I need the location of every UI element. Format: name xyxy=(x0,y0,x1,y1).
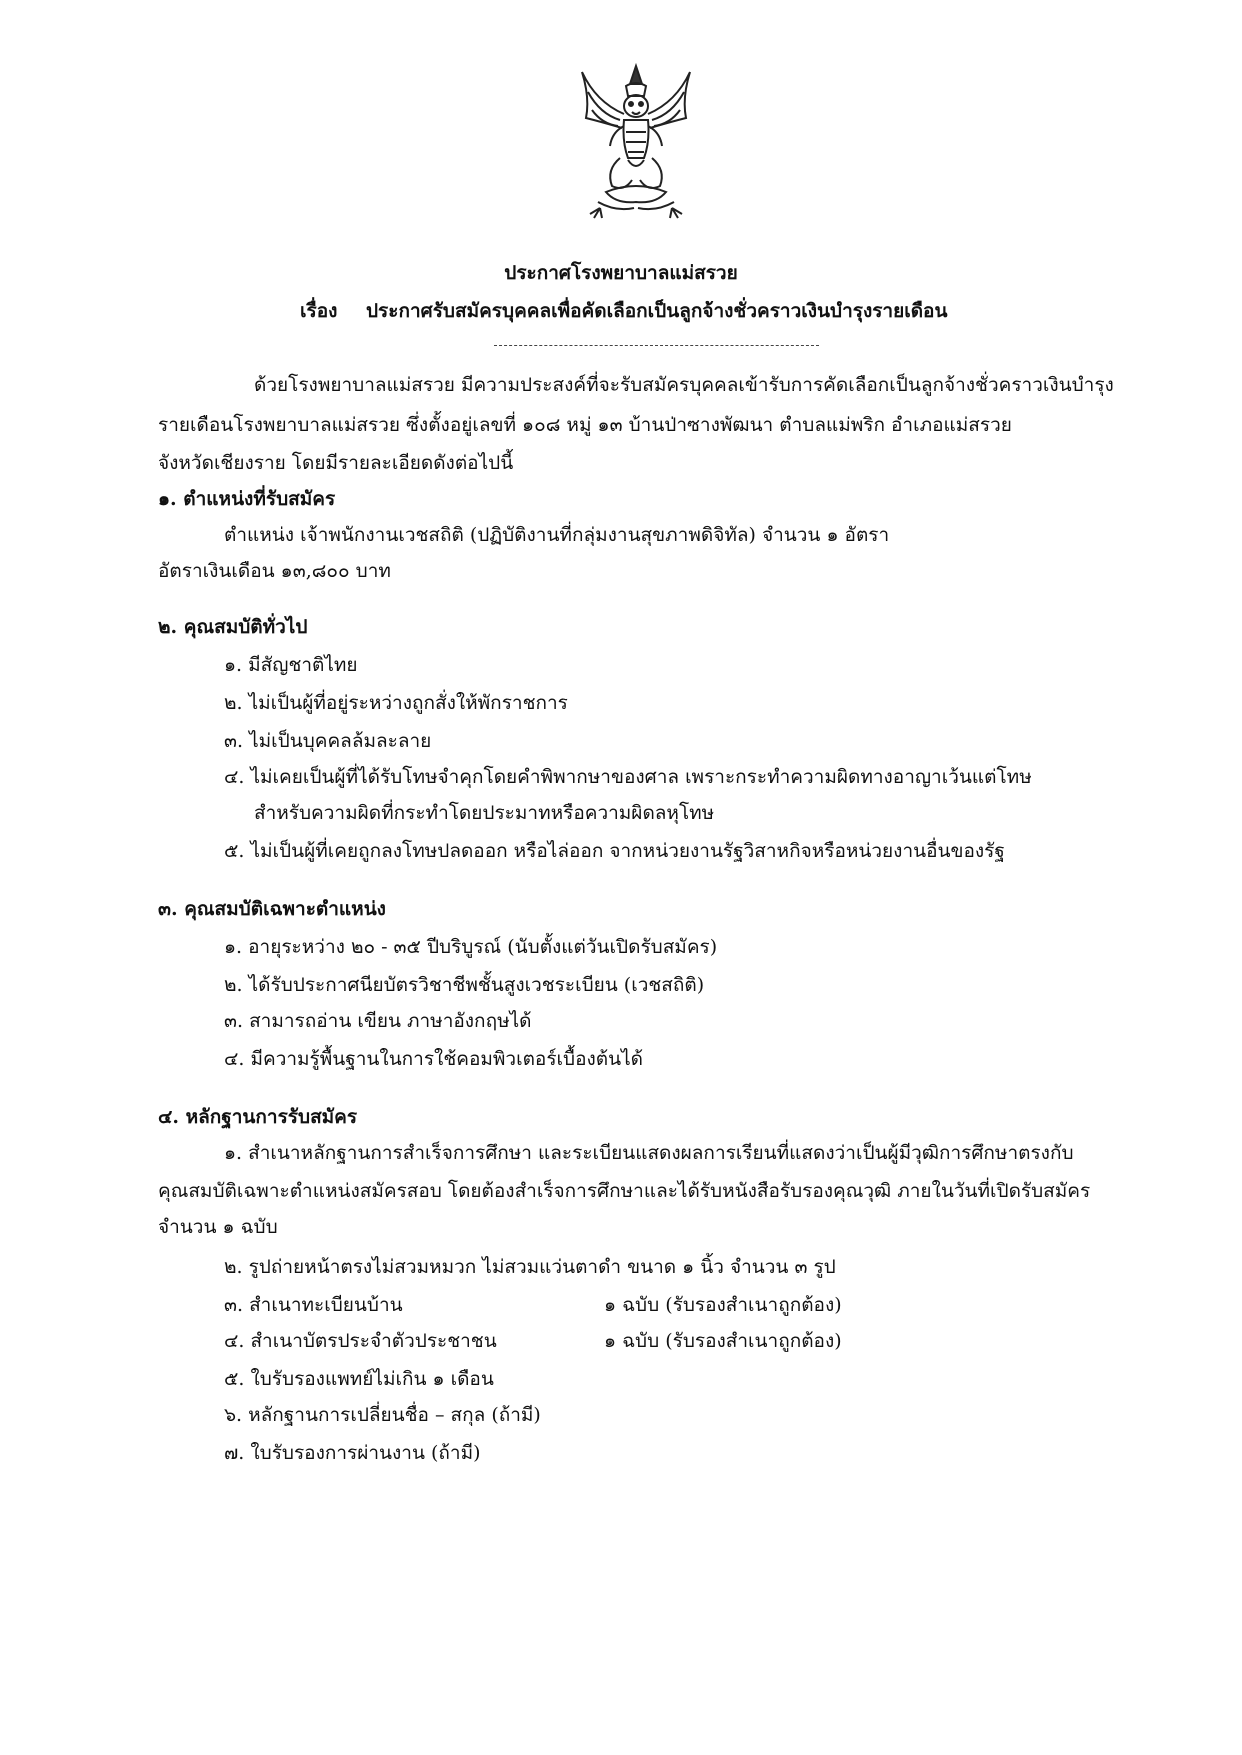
list-item: ๕. ไม่เป็นผู้ที่เคยถูกลงโทษปลดออก หรือไล่ออก จากหน่วยงานรัฐวิสาหกิจหรือหน่วยงานอื่นของรัฐ xyxy=(224,840,1005,862)
list-item: ๒. ไม่เป็นผู้ที่อยู่ระหว่างถูกสั่งให้พักราชการ xyxy=(224,692,568,714)
list-item-note: ๑ ฉบับ (รับรองสำเนาถูกต้อง) xyxy=(604,1294,842,1316)
list-item-note: ๑ ฉบับ (รับรองสำเนาถูกต้อง) xyxy=(604,1330,842,1352)
announcement-title: ประกาศโรงพยาบาลแม่สรวย xyxy=(504,262,738,284)
list-item: ๕. ใบรับรองแพทย์ไม่เกิน ๑ เดือน xyxy=(224,1368,494,1390)
list-item: ๑. อายุระหว่าง ๒๐ - ๓๕ ปีบริบูรณ์ (นับตั้งแต่วันเปิดรับสมัคร) xyxy=(224,936,718,958)
subject-label: เรื่อง xyxy=(300,300,338,322)
list-item: ๗. ใบรับรองการผ่านงาน (ถ้ามี) xyxy=(224,1442,481,1464)
list-item: ๔. ไม่เคยเป็นผู้ที่ได้รับโทษจำคุกโดยคำพิพากษาของศาล เพราะกระทำความผิดทางอาญาเว้นแต่โทษ xyxy=(224,766,1032,788)
section-heading: ๒. คุณสมบัติทั่วไป xyxy=(158,616,308,638)
title-divider xyxy=(494,345,819,346)
intro-line: ด้วยโรงพยาบาลแม่สรวย มีความประสงค์ที่จะรับสมัครบุคคลเข้ารับการคัดเลือกเป็นลูกจ้างชั่วคราวเงินบำรุง xyxy=(254,374,1114,396)
list-item: ๔. มีความรู้พื้นฐานในการใช้คอมพิวเตอร์เบื้องต้นได้ xyxy=(224,1048,643,1070)
list-item-continuation: จำนวน ๑ ฉบับ xyxy=(158,1216,278,1238)
section-heading: ๓. คุณสมบัติเฉพาะตำแหน่ง xyxy=(158,898,386,920)
salary-line: อัตราเงินเดือน ๑๓,๘๐๐ บาท xyxy=(158,560,391,582)
list-item: ๑. สำเนาหลักฐานการสำเร็จการศึกษา และระเบียนแสดงผลการเรียนที่แสดงว่าเป็นผู้มีวุฒิการศึกษาตรงกับ xyxy=(224,1142,1074,1164)
list-item: ๖. หลักฐานการเปลี่ยนชื่อ – สกุล (ถ้ามี) xyxy=(224,1404,541,1426)
list-item-continuation: สำหรับความผิดที่กระทำโดยประมาทหรือความผิดลหุโทษ xyxy=(254,802,715,824)
list-item: ๓. สามารถอ่าน เขียน ภาษาอังกฤษได้ xyxy=(224,1010,532,1032)
subject-text: ประกาศรับสมัครบุคคลเพื่อคัดเลือกเป็นลูกจ้างชั่วคราวเงินบำรุงรายเดือน xyxy=(366,300,948,322)
list-item: ๒. รูปถ่ายหน้าตรงไม่สวมหมวก ไม่สวมแว่นตาดำ ขนาด ๑ นิ้ว จำนวน ๓ รูป xyxy=(224,1256,836,1278)
position-line: ตำแหน่ง เจ้าพนักงานเวชสถิติ (ปฏิบัติงานที่กลุ่มงานสุขภาพดิจิทัล) จำนวน ๑ อัตรา xyxy=(224,524,890,546)
list-item: ๓. ไม่เป็นบุคคลล้มละลาย xyxy=(224,730,432,752)
intro-line: รายเดือนโรงพยาบาลแม่สรวย ซึ่งตั้งอยู่เลขที่ ๑๐๘ หมู่ ๑๓ บ้านป่าซางพัฒนา ตำบลแม่พริก อำเภอแม่สรวย xyxy=(158,414,1012,436)
intro-line: จังหวัดเชียงราย โดยมีรายละเอียดดังต่อไปนี้ xyxy=(158,452,514,474)
list-item-continuation: คุณสมบัติเฉพาะตำแหน่งสมัครสอบ โดยต้องสำเร็จการศึกษาและได้รับหนังสือรับรองคุณวุฒิ ภายในวันที่เปิดรับสมัคร xyxy=(158,1180,1091,1202)
list-item: ๓. สำเนาทะเบียนบ้าน xyxy=(224,1294,403,1316)
list-item: ๔. สำเนาบัตรประจำตัวประชาชน xyxy=(224,1330,497,1352)
section-heading: ๑. ตำแหน่งที่รับสมัคร xyxy=(158,488,336,510)
section-heading: ๔. หลักฐานการรับสมัคร xyxy=(158,1106,358,1128)
list-item: ๒. ได้รับประกาศนียบัตรวิชาชีพชั้นสูงเวชระเบียน (เวชสถิติ) xyxy=(224,974,705,996)
garuda-emblem xyxy=(576,62,696,220)
list-item: ๑. มีสัญชาติไทย xyxy=(224,654,358,676)
